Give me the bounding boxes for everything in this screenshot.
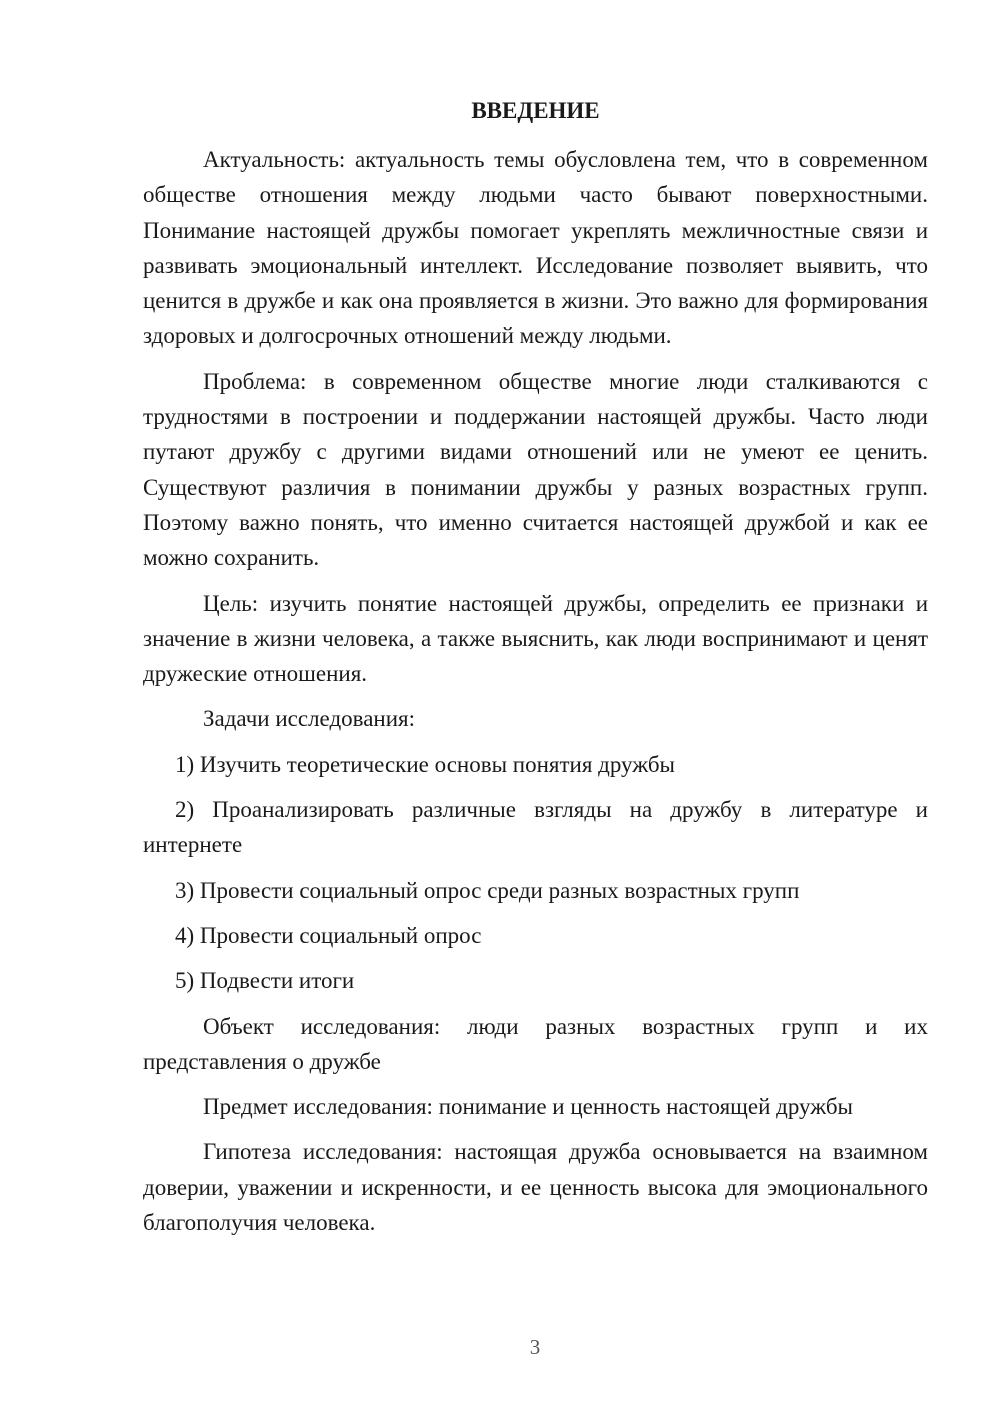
task-item-3: 3) Провести социальный опрос среди разных возрастных групп [175,877,800,903]
paragraph-tasks-heading: Задачи исследования: [203,706,416,732]
body-text [143,142,928,1250]
paragraph-object: Объект исследования: люди разных возрастных групп и их представления о дружбе [143,1013,928,1074]
paragraph-goal: Цель: изучить понятие настоящей дружбы, определить ее признаки и значение в жизни человека, а также выяснить, как люди воспринимают и ценят дружеские отношения. [143,590,928,687]
task-item-2: 2) Проанализировать различные взгляды на дружбу в литературе и интернете [143,797,928,858]
paragraph-relevance: Актуальность: актуальность темы обусловлена тем, что в современном обществе отношения между людьми часто бывают поверхностными. Понимание настоящей дружбы помогает укреплять межличностные связи и развивать эмоциональный интеллект. Исследование позволяет выявить, что ценится в дружбе и как она проявляется в жизни. Это важно для формирования здоровых и долгосрочных отношений между людьми. [143,147,928,349]
paragraph-hypothesis: Гипотеза исследования: настоящая дружба основывается на взаимном доверии, уважении и искренности, и ее ценность высока для эмоционального благополучия человека. [143,1139,928,1236]
task-item-5: 5) Подвести итоги [175,968,355,994]
task-item-4: 4) Провести социальный опрос [175,922,482,948]
paragraph-subject: Предмет исследования: понимание и ценность настоящей дружбы [203,1094,853,1120]
paragraph-problem: Проблема: в современном обществе многие люди сталкиваются с трудностями в построении и поддержании настоящей дружбы. Часто люди путают дружбу с другими видами отношений или не умеют ее ценить. Существуют различия в понимании дружбы у разных возрастных групп. Поэтому важно понять, что именно считается настоящей дружбой и как ее можно сохранить. [143,368,928,571]
task-item-1: 1) Изучить теоретические основы понятия дружбы [175,751,675,777]
page-number: 3 [529,1335,541,1359]
section-title: ВВЕДЕНИЕ [471,98,600,123]
